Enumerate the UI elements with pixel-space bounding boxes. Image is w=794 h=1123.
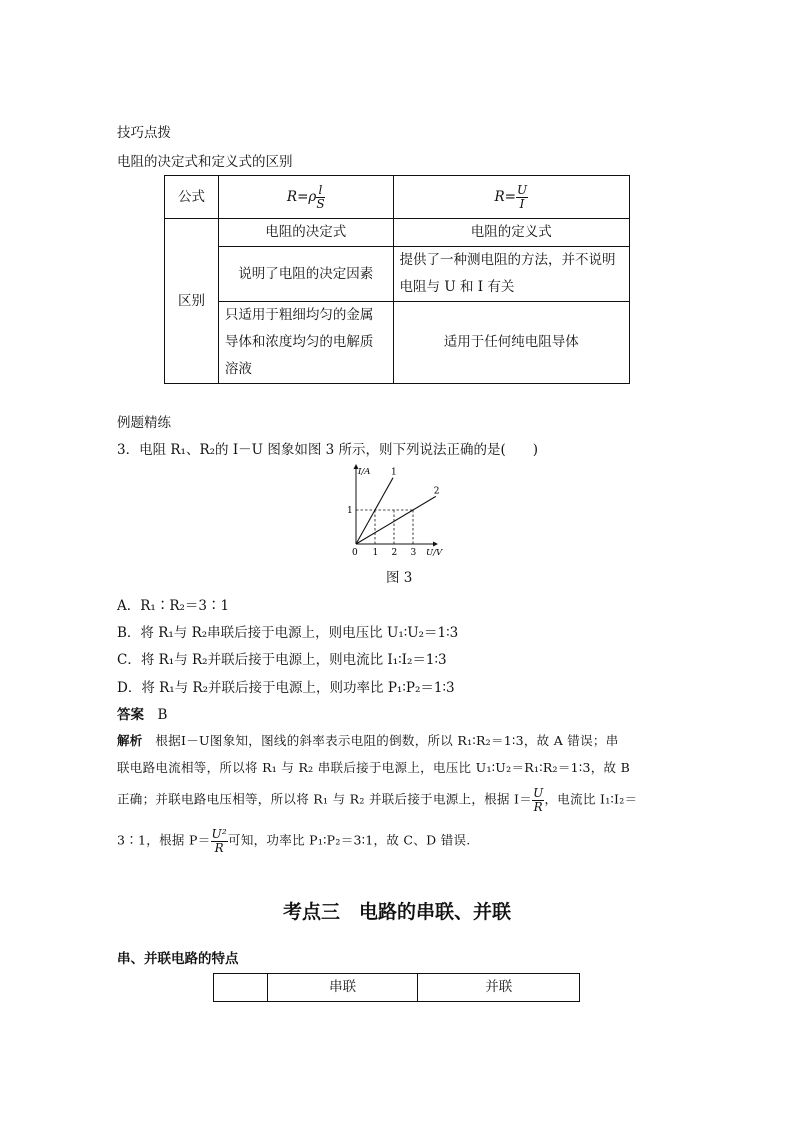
x-axis-arrow — [433, 542, 438, 547]
cell-decisive-scope: 只适用于粗细均匀的金属 导体和浓度均匀的电解质 溶液 — [218, 302, 393, 384]
answer-label: 答案 — [117, 707, 144, 723]
x-tick-label-3: 3 — [410, 548, 417, 558]
formula-definition: R= $\frac{U}{I}$ — [393, 176, 629, 219]
cell-decisive-factor: 说明了电阻的决定因素 — [218, 247, 393, 302]
figure-caption: 图 3 — [386, 570, 413, 586]
analysis-line-4: 3∶1，根据 P＝ $\frac{\text{U²}}{R}$ 可知，功率比 P₁∶P₂＝3∶1，故 C、D 错误. — [117, 827, 471, 855]
example-question: 3．电阻 R₁、R₂的 I－U 图象如图 3 所示，则下列说法正确的是( ) — [117, 442, 539, 458]
y-tick-label-1: 1 — [347, 506, 353, 516]
answer-value: B — [157, 707, 168, 723]
cell-measure-method: 提供了一种测电阻的方法，并不说明 电阻与 U 和 I 有关 — [393, 247, 629, 302]
series-label-1: 1 — [391, 467, 397, 478]
answer-line — [117, 703, 167, 723]
formula-decisive: R=ρ $\frac{l}{S}$ — [218, 176, 393, 219]
tips-subheading: 电阻的决定式和定义式的区别 — [117, 154, 293, 170]
option-b: B．将 R₁与 R₂串联后接于电源上，则电压比 U₁∶U₂＝1∶3 — [117, 625, 459, 641]
analysis-label: 解析 — [117, 733, 143, 748]
example-heading: 例题精练 — [117, 415, 171, 431]
analysis-line-2: 联电路电流相等，所以将 R₁ 与 R₂ 串联后接于电源上，电压比 U₁∶U₂＝R₁∶R₂＝1∶3，故 B — [117, 760, 631, 775]
option-a: A．R₁∶R₂＝3∶1 — [117, 598, 230, 614]
row-label-difference: 区别 — [165, 219, 219, 384]
x-axis-label: U/V — [426, 548, 443, 558]
x-tick-label-0: 0 — [352, 548, 358, 558]
x-tick-label-1: 1 — [372, 548, 379, 558]
cell-definition-scope: 适用于任何纯电阻导体 — [393, 302, 629, 384]
x-tick-label-2: 2 — [391, 548, 398, 558]
section-subheading: 串、并联电路的特点 — [117, 951, 239, 967]
series-line-1 — [356, 478, 393, 544]
section-title: 考点三 电路的串联、并联 — [282, 901, 511, 923]
option-c: C．将 R₁与 R₂并联后接于电源上，则电流比 I₁∶I₂＝1∶3 — [117, 652, 447, 668]
header-parallel: 并联 — [418, 974, 580, 1002]
iu-graph — [340, 462, 450, 562]
header-definition: 电阻的定义式 — [393, 219, 629, 247]
header-empty — [214, 974, 268, 1002]
header-decisive: 电阻的决定式 — [218, 219, 393, 247]
analysis-line-1: 解析 根据I－U图象知，图线的斜率表示电阻的倒数，所以 R₁∶R₂＝1∶3，故 A 错误；串 — [117, 733, 619, 748]
header-series: 串联 — [267, 974, 418, 1002]
y-axis-label: I/A — [358, 467, 371, 477]
resistance-formula-table — [164, 175, 630, 384]
analysis-line-3: 正确；并联电路电压相等，所以将 R₁ 与 R₂ 并联后接于电源上，根据 I＝ $\frac{U}{R}$ ，电流比 I₁∶I₂＝ — [117, 786, 638, 814]
tips-heading: 技巧点拨 — [117, 125, 171, 141]
series-parallel-table — [213, 973, 580, 1002]
series-label-2: 2 — [433, 486, 440, 497]
row-label-formula: 公式 — [165, 176, 219, 219]
option-d: D．将 R₁与 R₂并联后接于电源上，则功率比 P₁∶P₂＝1∶3 — [117, 680, 455, 696]
series-line-2 — [356, 496, 436, 544]
